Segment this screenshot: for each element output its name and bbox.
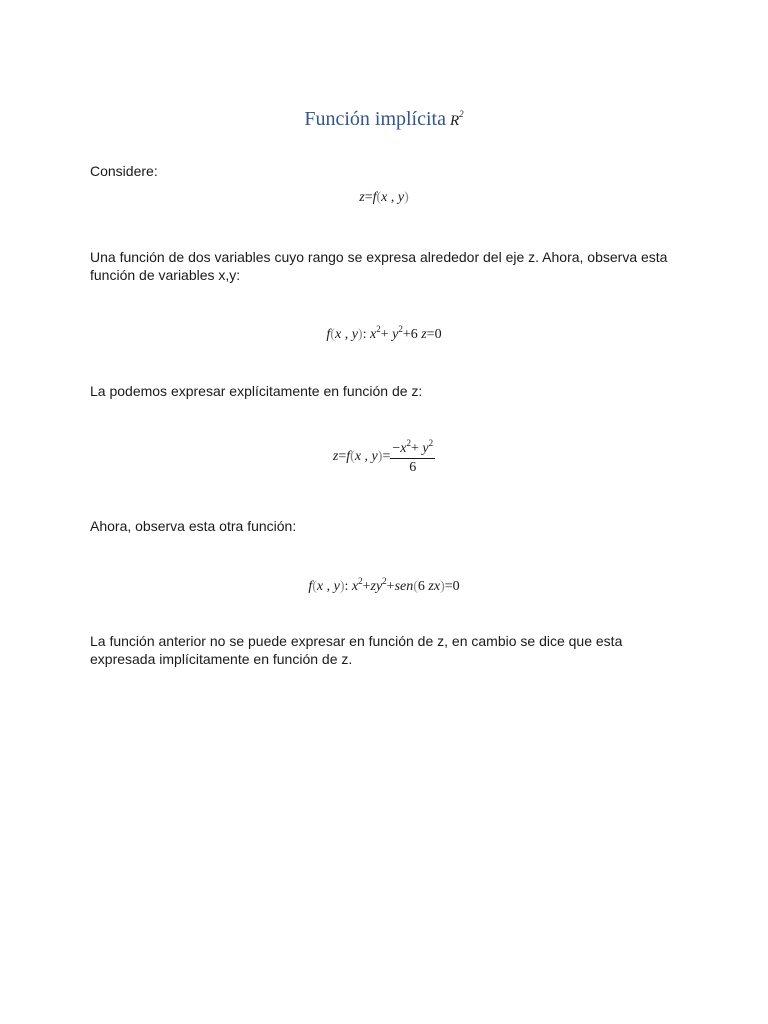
title-text: Función implícita [304,108,446,130]
page-title [0,108,768,131]
equation-2: f(x , y): $x^2+ y^2+6$ z=0 [326,324,442,342]
paragraph-other: Ahora, observa esta otra función: [90,518,297,534]
paragraph-conclusion: La función anterior no se puede expresar en función de z, en cambio se dice que esta expresada implícitamente en función de z. [90,633,623,667]
fraction: $\frac{-x^2+ y^2}{6}$ [392,438,434,475]
equation-1: z=f(x , y) [359,190,409,205]
title-symbol: $R^2$ [449,109,464,129]
paragraph-intro: Una función de dos variables cuyo rango se expresa alrededor del eje z. Ahora, observa esta función de variables x,y: [90,249,668,283]
paragraph-considere: Considere: [90,163,158,179]
equation-4: f(x , y): $x^2+zy^2+sen(6$ zx)=0 [308,576,460,594]
equation-3: z=f(x , y)= $\frac{-x^2+ y^2}{6}$ [332,438,434,475]
paragraph-explicit: La podemos expresar explícitamente en función de z: [90,383,423,399]
